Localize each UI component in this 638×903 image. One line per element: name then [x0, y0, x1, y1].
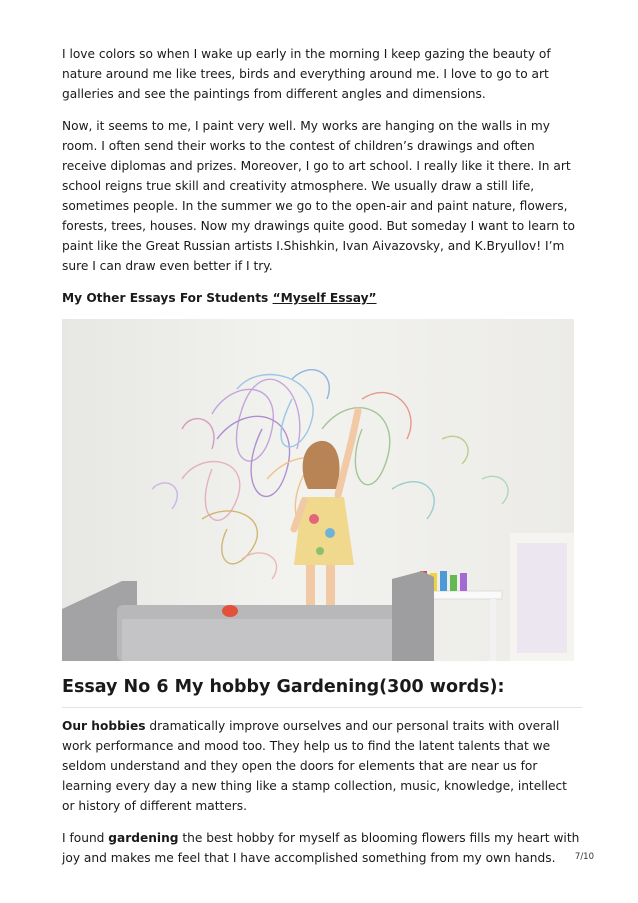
our-hobbies-bold: Our hobbies — [62, 719, 146, 733]
page-number: 7/10 — [574, 852, 594, 862]
gardening-bold: gardening — [108, 831, 179, 845]
myself-essay-link[interactable]: “Myself Essay” — [272, 291, 377, 305]
related-label: My Other Essays For Students — [62, 291, 269, 305]
essay-page — [62, 44, 582, 880]
paragraph-hobbies — [62, 716, 582, 816]
child-painting-wall-photo — [62, 319, 574, 661]
heading-divider — [62, 707, 582, 708]
paragraph-gardening — [62, 828, 582, 868]
gardening-text: the best hobby for myself as blooming flowers fills my heart with joy and makes me feel that I have accomplished something from my own hands. — [62, 831, 580, 865]
paragraph-colors: I love colors so when I wake up early in the morning I keep gazing the beauty of nature around me like trees, birds and everything around me. I love to go to art galleries and see the paintings from different angles and dimensions. — [62, 47, 551, 101]
paragraph-painting: Now, it seems to me, I paint very well. My works are hanging on the walls in my room. I often send their works to the contest of children’s drawings and often receive diplomas and prizes. Moreover, I go to art school. I really like it there. In art school reigns true skill and creativity atmosphere. We usually draw a still life, sometimes people. In the summer we go to the open-air and paint nature, flowers, forests, trees, houses. Now my drawings quite good. But someday I want to learn to paint like the Great Russian artists I.Shishkin, Ivan Aivazovsky, and K.Bryullov! I’m sure I can draw even better if I try. — [62, 119, 576, 273]
section-heading: Essay No 6 My hobby Gardening(300 words): — [62, 677, 505, 697]
gardening-intro: I found — [62, 831, 109, 845]
hobbies-text: dramatically improve ourselves and our personal traits with overall work performance and mood too. They help us to find the latent talents that we seldom understand and they open the doors for elements that are near us for learning every day a new thing like a stamp collection, music, knowledge, intellect or history of different matters. — [62, 719, 567, 813]
related-essays — [62, 288, 582, 308]
